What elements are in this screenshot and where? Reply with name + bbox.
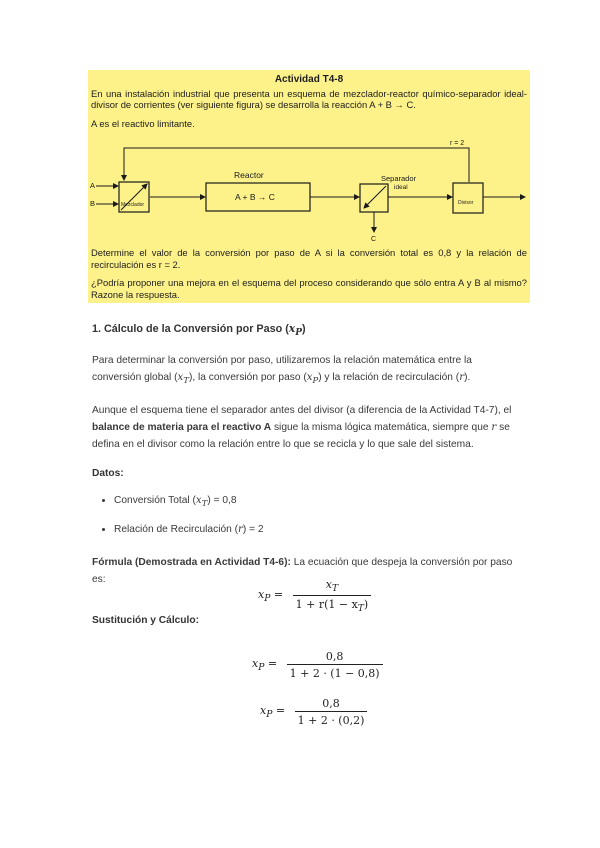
datos-label: Datos: — [92, 468, 124, 480]
solution-content — [92, 320, 522, 600]
reactor-title: Reactor — [234, 170, 264, 180]
divider-label: Divisor — [458, 200, 474, 206]
intro-paragraph: Para determinar la conversión por paso, utilizaremos la relación matemática entre la conversión global $(x_T)$, la conversión por paso $(x_P)$ y la relación de recirculación (r). — [92, 355, 472, 387]
separator-diagonal — [364, 186, 386, 208]
reactor-reaction: A + B → C — [235, 192, 275, 202]
formula-substitution: $x_P$ = $\frac{0,8}{1 + 2 \cdot (1 - 0,8)}$ — [252, 650, 383, 680]
formula-conversion: $x_P$ = $\frac{x_T}{1 + r(1 - x_T)}$ — [258, 578, 371, 614]
activity-title: Actividad T4-8 — [274, 74, 344, 85]
explanation-paragraph: Aunque el esquema tiene el separador antes del divisor (a diferencia de la Actividad T4-7), el balance de materia para el reactivo A sigue la misma lógica matemática, siempre que r se defina en el divisor como la relación entre lo que se recicla y lo que sale del sistema. — [92, 405, 512, 451]
process-diagram — [88, 140, 530, 248]
formula-simplified: $x_P$ = $\frac{0,8}{1 + 2 \cdot (0,2)}$ — [260, 697, 367, 727]
divider-box — [453, 183, 483, 213]
list-item: • Conversión Total $(x_T) = 0,8$ — [114, 492, 522, 513]
question-2: ¿Podría proponer una mejora en el esquema del proceso considerando que sólo entra A y B al mismo? Razone la respuesta. — [91, 277, 527, 300]
activity-paragraph-1: En una instalación industrial que presenta un esquema de mezclador-reactor químico-separador ideal-divisor de corrientes (ver siguiente figura) se desarrolla la reacción A + B → C. — [91, 87, 527, 110]
input-b-label: B — [90, 199, 96, 208]
recycle-label: r = 2 — [450, 140, 465, 147]
data-list — [92, 492, 522, 542]
question-1: Determine el valor de la conversión por paso de A si la conversión total es 0,8 y la relación de recirculación es r = 2. — [91, 247, 527, 270]
product-c-label: C — [371, 236, 377, 243]
separator-title: Separador — [381, 174, 417, 183]
recycle-stream — [124, 148, 469, 182]
section-heading: 1. Cálculo de la Conversión por Paso $(x_P)$ — [92, 322, 306, 339]
sustitucion-label: Sustitución y Cálculo: — [92, 615, 199, 626]
input-a-label: A — [90, 181, 96, 190]
mixer-label: Mezclador — [121, 202, 145, 208]
formula-paragraph: Fórmula (Demostrada en Actividad T4-6): La ecuación que despeja la conversión por paso es: — [92, 557, 513, 586]
activity-questions — [91, 247, 527, 300]
activity-paragraph-2: A es el reactivo limitante. — [91, 117, 195, 129]
separator-subtitle: ideal — [394, 184, 408, 191]
activity-box — [88, 70, 530, 303]
list-item: • Relación de Recirculación (r) = 2 — [114, 521, 522, 542]
